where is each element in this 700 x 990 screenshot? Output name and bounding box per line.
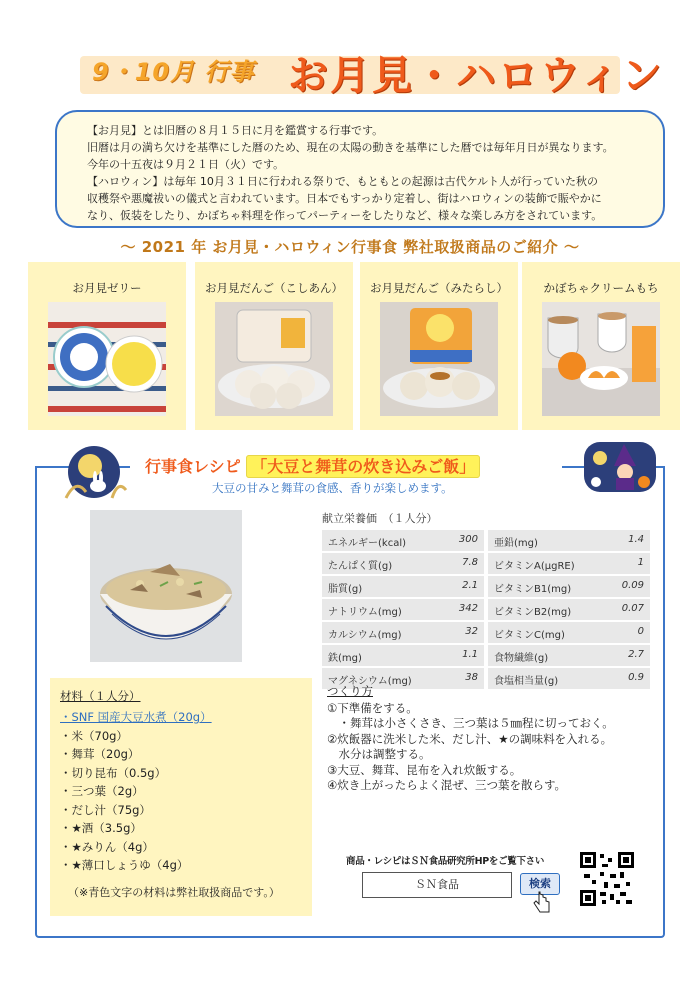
nutrition-row — [322, 645, 484, 666]
product-photo-dango-koshian — [215, 302, 333, 416]
search-prompt: 商品・レシピはＳＮ食品研究所HPをご覧下さい — [346, 856, 545, 867]
nutrition-column-right — [488, 530, 650, 691]
month-label: 9・10月 行事 — [92, 58, 255, 86]
nutrient-value: 0.09 — [621, 580, 644, 591]
nutrition-row — [322, 622, 484, 643]
product-card-dango-mitarashi — [360, 262, 518, 430]
ingredient-item: ・米（70g） — [60, 728, 128, 743]
nutrient-value: 1 — [637, 557, 644, 568]
search-button[interactable]: 検索 — [520, 873, 560, 895]
nutrient-name: 食物繊維(g) — [494, 653, 549, 664]
step-line: ②炊飯器に洗米した米、だし汁、★の調味料を入れる。 — [327, 731, 613, 746]
nutrient-name: 亜鉛(mg) — [494, 538, 538, 549]
cooking-steps — [327, 684, 657, 794]
step-line: ④炊き上がったらよく混ぜ、三つ葉を散らす。 — [327, 778, 567, 792]
ingredient-item: ・三つ葉（2g） — [60, 784, 144, 798]
nutrient-value: 2.1 — [462, 580, 478, 591]
product-photo-jelly — [48, 302, 166, 416]
recipe-name: 「大豆と舞茸の炊き込みご飯」 — [246, 455, 480, 478]
nutrient-name: カルシウム(mg) — [328, 630, 402, 641]
nutrient-value: 7.8 — [462, 557, 478, 568]
step-line: 水分は調整する。 — [327, 747, 431, 761]
nutrient-name: エネルギー(kcal) — [328, 538, 406, 549]
nutrient-value: 0 — [637, 626, 644, 637]
ingredient-item: ・★酒（3.5g） — [60, 821, 142, 835]
products-heading: ～ 2021 年 お月見・ハロウィン行事食 弊社取扱商品のご紹介 ～ — [120, 238, 580, 256]
intro-line: 収穫祭や悪魔祓いの儀式と言われています。日本でもすっかり定着し、街はハロウィンの装飾で賑やかに — [87, 192, 602, 205]
nutrient-name: ビタミンA(μgRE) — [494, 561, 575, 572]
nutrition-row — [322, 599, 484, 620]
recipe-subtitle: 大豆の甘みと舞茸の食感、香りが楽しめます。 — [212, 481, 453, 495]
nutrient-name: 食塩相当量(g) — [494, 676, 559, 687]
nutrient-name: 脂質(g) — [328, 584, 363, 595]
product-photo-dango-mitarashi — [380, 302, 498, 416]
nutrient-name: ビタミンB1(mg) — [494, 584, 572, 595]
product-name: お月見ゼリー — [72, 281, 142, 295]
nutrient-value: 38 — [465, 672, 478, 683]
product-card-jelly — [28, 262, 186, 430]
ingredients-box — [50, 678, 312, 916]
nutrition-row — [488, 553, 650, 574]
nutrition-row — [322, 553, 484, 574]
nutrition-row — [488, 576, 650, 597]
intro-box — [55, 110, 665, 228]
step-line: ①下準備をする。 — [327, 700, 418, 715]
nutrient-value: 2.7 — [628, 649, 644, 660]
page-title: お月見・ハロウィン — [288, 53, 664, 99]
cursor-hand-icon — [533, 890, 551, 914]
nutrient-value: 0.07 — [621, 603, 644, 614]
nutrition-row — [488, 645, 650, 666]
product-name: お月見だんご（こしあん） — [205, 281, 343, 295]
ingredient-item: ・切り昆布（0.5g） — [60, 765, 167, 780]
nutrition-row — [488, 622, 650, 643]
nutrient-name: ビタミンC(mg) — [494, 630, 565, 641]
product-photo-pumpkin-mochi — [542, 302, 660, 416]
intro-line: なり、仮装をしたり、かぼちゃ料理を作ってパーティーをしたりなど、様々な楽しみ方をされています。 — [87, 209, 603, 222]
ingredient-item: ・だし汁（75g） — [60, 802, 151, 817]
ingredient-item: ・★薄口しょうゆ（4g） — [60, 858, 189, 872]
product-name: かぼちゃクリームもち — [543, 281, 659, 295]
recipe-title — [145, 454, 480, 477]
nutrient-value: 342 — [458, 603, 478, 614]
moon-rabbit-icon — [60, 442, 130, 502]
nutrient-name: ビタミンB2(mg) — [494, 607, 572, 618]
intro-line: 【お月見】とは旧暦の８月１５日に月を鑑賞する行事です。 — [87, 124, 384, 137]
product-name: お月見だんご（みたらし） — [370, 281, 508, 295]
ingredients-note: （※青色文字の材料は弊社取扱商品です。） — [68, 886, 280, 899]
nutrient-name: マグネシウム(mg) — [328, 676, 412, 687]
product-card-dango-koshian — [195, 262, 353, 430]
nutrition-title: 献立栄養価 （１人分） — [322, 512, 438, 525]
intro-line: 【ハロウィン】は毎年 10月３１日に行われる祭りで、もともとの起源は古代ケルト人が行っていた秋の — [87, 175, 599, 188]
steps-title: つくり方 — [327, 684, 373, 698]
nutrient-name: ナトリウム(mg) — [328, 607, 402, 618]
ingredient-item: ・舞茸（20g） — [60, 747, 140, 761]
nutrient-value: 300 — [458, 534, 478, 545]
nutrient-value: 1.4 — [628, 534, 644, 545]
nutrition-row — [322, 576, 484, 597]
nutrition-row — [488, 530, 650, 551]
nutrition-row — [488, 599, 650, 620]
ingredients-title: 材料（１人分） — [60, 689, 141, 703]
ingredient-item-company[interactable]: ・SNF 国産大豆水煮（20g） — [60, 710, 212, 724]
page-header — [30, 40, 670, 110]
nutrient-value: 32 — [465, 626, 478, 637]
intro-line: 旧暦は月の満ち欠けを基準にした暦のため、現在の太陽の動きを基準にした暦では毎年月日が異なります。 — [87, 141, 614, 154]
step-line: ③大豆、舞茸、昆布を入れ炊飯する。 — [327, 762, 522, 777]
step-line: ・舞茸は小さくさき、三つ葉は５㎜程に切っておく。 — [327, 716, 614, 730]
nutrition-row — [322, 530, 484, 551]
nutrient-value: 0.9 — [628, 672, 644, 683]
intro-line: 今年の十五夜は９月２１日（火）です。 — [87, 158, 285, 171]
nutrition-column-left — [322, 530, 484, 691]
rice-dish-photo — [90, 510, 242, 662]
ingredient-item: ・★みりん（4g） — [60, 839, 154, 854]
product-card-pumpkin-mochi — [522, 262, 680, 430]
nutrient-value: 1.1 — [462, 649, 478, 660]
witch-icon — [580, 440, 660, 495]
nutrient-name: 鉄(mg) — [328, 653, 362, 664]
search-input[interactable]: ＳＮ食品 — [362, 872, 512, 898]
qr-code-icon[interactable] — [580, 852, 634, 906]
nutrient-name: たんぱく質(g) — [328, 561, 393, 572]
recipe-label: 行事食レシピ — [145, 457, 241, 476]
